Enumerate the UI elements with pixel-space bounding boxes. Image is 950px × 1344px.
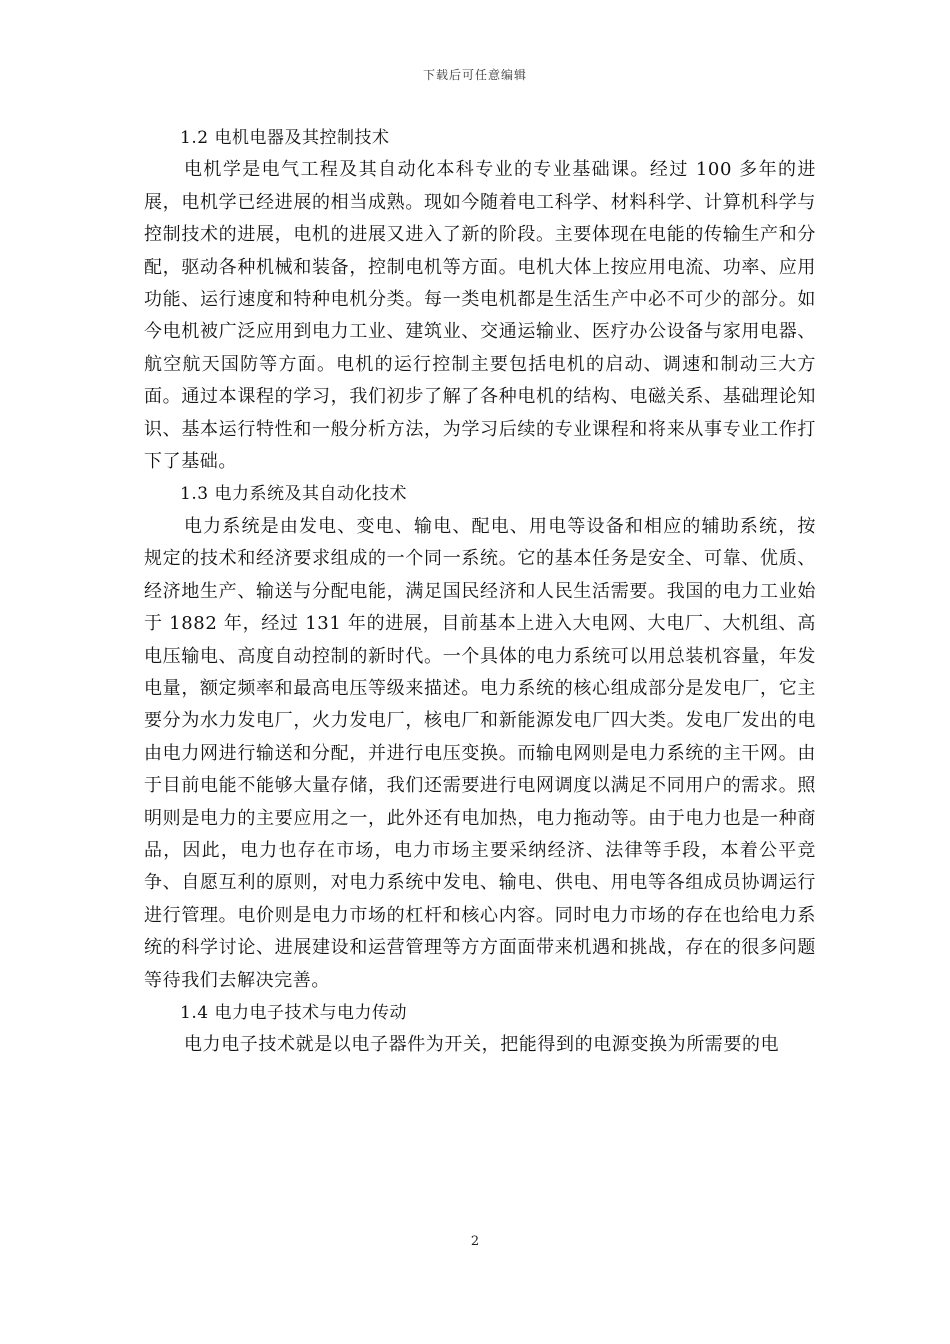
page-number: 2 [470, 1234, 480, 1249]
section-heading: 1.2 电机电器及其控制技术 [180, 128, 390, 148]
section-paragraph: 电力系统是由发电、变电、输电、配电、用电等设备和相应的辅助系统，按规定的技术和经济要求组成的一个同一系统。它的基本任务是安全、可靠、优质、经济地生产、输送与分配电能，满足国民经济和人民生活需要。我国的电力工业始于 1882 年，经过 131 年的进展，目前基本上进入大电网、大电厂、大机组、高电压输电、高度自动控制的新时代。一个具体的电力系统可以用总装机容量，年发电量，额定频率和最高电压等级来描述。电力系统的核心组成部分是发电厂，它主要分为水力发电厂，火力发电厂，核电厂和新能源发电厂四大类。发电厂发出的电由电力网进行输送和分配，并进行电压变换。而输电网则是电力系统的主干网。由于目前电能不能够大量存储，我们还需要进行电网调度以满足不同用户的需求。照明则是电力的主要应用之一，此外还有电加热，电力拖动等。由于电力也是一种商品，因此，电力也存在市场，电力市场主要采纳经济、法律等手段，本着公平竞争、自愿互利的原则，对电力系统中发电、输电、供电、用电等各组成员协调运行进行管理。电价则是电力市场的杠杆和核心内容。同时电力市场的存在也给电力系统的科学讨论、进展建设和运营管理等方方面面带来机遇和挑战，存在的很多问题等待我们去解决完善。 [144, 515, 816, 991]
section-1-2 [144, 122, 816, 478]
section-heading: 1.4 电力电子技术与电力传动 [180, 1002, 407, 1023]
section-heading: 1.3 电力系统及其自动化技术 [180, 484, 407, 505]
section-paragraph: 电力电子技术就是以电子器件为开关，把能得到的电源变换为所需要的电 [184, 1034, 780, 1056]
page-header: 下载后可任意编辑 [422, 68, 527, 82]
section-1-3 [144, 478, 816, 997]
section-paragraph: 电机学是电气工程及其自动化本科专业的专业基础课。经过 100 多年的进展，电机学已经进展的相当成熟。现如今随着电工科学、材料科学、计算机科学与控制技术的进展，电机的进展又进入了新的阶段。主要体现在电能的传输生产和分配，驱动各种机械和装备，控制电机等方面。电机大体上按应用电流、功率、应用功能、运行速度和特种电机分类。每一类电机都是生活生产中必不可少的部分。如今电机被广泛应用到电力工业、建筑业、交通运输业、医疗办公设备与家用电器、航空航天国防等方面。电机的运行控制主要包括电机的启动、调速和制动三大方面。通过本课程的学习，我们初步了解了各种电机的结构、电磁关系、基础理论知识、基本运行特性和一般分析方法，为学习后续的专业课程和将来从事专业工作打下了基础。 [144, 159, 816, 473]
document-body [144, 122, 816, 1062]
section-1-4 [144, 997, 816, 1062]
